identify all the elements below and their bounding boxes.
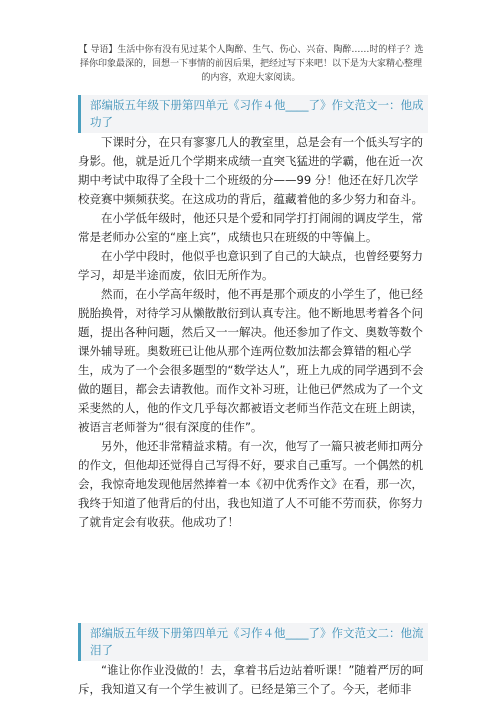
- paragraph: 在小学中段时，他似乎也意识到了自己的大缺点，也曾经要努力学习，却是半途而废，依旧无所作为。: [78, 249, 423, 282]
- section-body-2: [78, 661, 428, 699]
- paragraph: “谁让你作业没做的！去，拿着书后边站着听课！”随着严厉的呵斥，我知道又有一个学生被训了。已经是第三个了。今天，老师非: [78, 663, 424, 696]
- intro-text: 【 导语】生活中你有没有见过某个人陶醉、生气、伤心、兴奋、陶醉……时的样子？选择你印象最深的，回想一下事情的前因后果，把经过写下来吧！以下是为大家精心整理的内容，欢迎大家阅读。: [78, 45, 424, 83]
- paragraph: 在小学低年级时，他还只是个爱和同学打打闹闹的调皮学生，常常是老师办公室的“座上宾”，成绩也只在班级的中等偏上。: [78, 211, 423, 244]
- paragraph: 下课时分，在只有寥寥几人的教室里，总是会有一个低头写字的身影。他，就是近几个学期来成绩一直突飞猛进的学霸，他在近一次期中考试中取得了全段十二个班级的分——99 分！他还在好几次学校竞赛中频频获奖。在这成功的背后，蕴藏着他的多少努力和奋斗。: [78, 135, 423, 206]
- section-heading-1: 部编版五年级下册第四单元《习作４他____了》作文范文一：他成功了: [78, 95, 428, 133]
- section-heading-2: 部编版五年级下册第四单元《习作４他____了》作文范文二：他流泪了: [78, 623, 428, 661]
- paragraph: 另外，他还非常精益求精。有一次，他写了一篇只被老师扣两分的作文，但他却还觉得自己写得不好，要求自己重写。一个偶然的机会，我惊奇地发现他居然捧着一本《初中优秀作文》在看，那一次，我终于知道了他背后的付出，我也知道了人不可能不劳而获，你努力了就肯定会有收获。他成功了！: [78, 439, 423, 529]
- paragraph: 然而，在小学高年级时，他不再是那个顽皮的小学生了，他已经脱胎换骨，对待学习从懒散散衍到认真专注。他不断地思考着各个问题，提出各种问题，然后又一一解决。他还参加了作文、奥数等数个课外辅导班。奥数班已让他从那个连两位数加法都会算错的粗心学生，成为了一个会很多题型的“数学达人”，班上九成的同学遇到不会做的题目，都会去请教他。而作文补习班，让他已俨然成为了一个文采斐然的人，他的作文几乎每次都被语文老师当作范文在班上朗读，被语言老师誉为“很有深度的佳作”。: [78, 287, 424, 434]
- section-body-1: [78, 133, 428, 532]
